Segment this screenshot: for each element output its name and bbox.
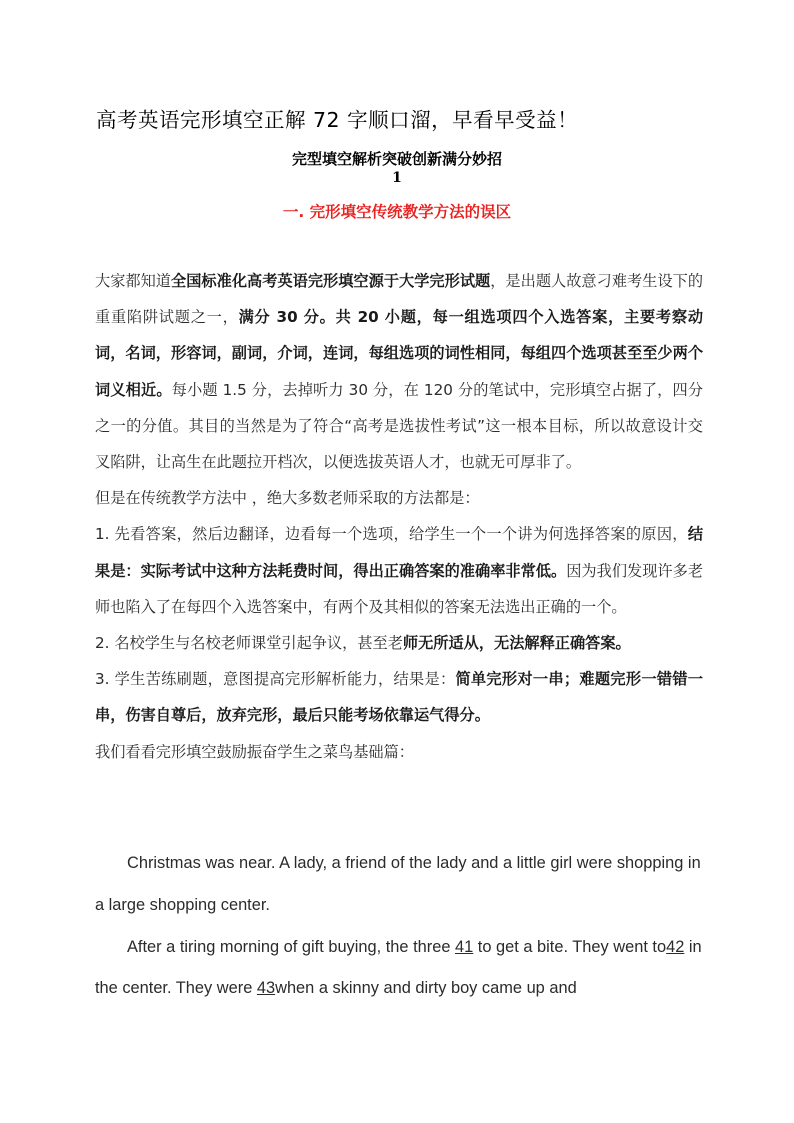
bold-span: 全国标准化高考英语完形填空源于大学完形试题	[171, 272, 491, 290]
text-span: to get a bite. They went to	[473, 937, 667, 956]
english-passage	[95, 843, 707, 1010]
text-span: 因为我们发现许多老师也陷入了在每四个入选答案中，有两个及其相似的答案无法选出正确的一个。	[95, 561, 704, 616]
bold-span: 满分 30 分。共 20 小题，每一组选项四个入选答案，主要考察动词，名词，形容词，副词，介词，连词，每组选项的词性相同，每组四个选项甚至至少两个词义相近。	[95, 308, 704, 399]
blank-41: 41	[455, 937, 474, 956]
paragraph-methods: 但是在传统教学方法中 ，绝大多数老师采取的方法都是：	[95, 489, 480, 508]
list-item-3	[95, 661, 703, 733]
bold-span: 简单完形对一串；难题完形一错错一串，伤害自尊后，放弃完形，最后只能考场依靠运气得分。	[95, 670, 703, 725]
section-number: 1	[392, 170, 402, 186]
subtitle: 完型填空解析突破创新满分妙招	[291, 150, 502, 168]
text-span: ，是出题人故意刁难考生设下的重重陷阱试题之一，	[95, 272, 704, 327]
bold-span: 结果是：实际考试中这种方法耗费时间，得出正确答案的准确率非常低。	[95, 525, 703, 580]
paragraph-intro	[95, 263, 703, 480]
text-span: when a skinny and dirty boy came up and	[275, 979, 577, 998]
list-item-2	[95, 625, 703, 661]
text-span: 每小题 1.5 分，去掉听力 30 分，在 120 分的笔试中，完形填空占据了，四分之一的分值。其目的当然是为了符合“高考是选拔性考试”这一根本目标，所以故意设计交叉陷阱，让高生在此题拉开档次，以便选拔英语人才，也就无可厚非了。	[95, 380, 704, 472]
section-heading: 一. 完形填空传统教学方法的误区	[282, 203, 512, 221]
blank-43: 43	[256, 979, 276, 998]
passage-paragraph-1: Christmas was near. A lady, a friend of the lady and a little girl were shopping in a large shopping center.	[95, 854, 701, 914]
text-span: 大家都知道	[95, 272, 172, 290]
bold-span: 师无所适从，无法解释正确答案。	[402, 634, 631, 653]
paragraph-example-intro: 我们看看完形填空鼓励振奋学生之菜鸟基础篇：	[95, 742, 414, 761]
text-span: 3. 学生苦练刷题，意图提高完形解析能力，结果是：	[95, 670, 456, 689]
body-text	[95, 263, 703, 770]
text-span: 2. 名校学生与名校老师课堂引起争议，甚至老	[95, 634, 403, 653]
page-title: 高考英语完形填空正解 72 字顺口溜，早看早受益！	[96, 108, 579, 132]
passage-paragraph-2	[95, 927, 707, 1011]
text-span: in the center. They were	[95, 937, 702, 998]
text-span: After a tiring morning of gift buying, the three	[127, 937, 455, 956]
list-item-1	[95, 516, 703, 625]
text-span: 1. 先看答案，然后边翻译，边看每一个选项，给学生一个一个讲为何选择答案的原因，	[95, 525, 688, 544]
blank-42: 42	[666, 937, 685, 956]
